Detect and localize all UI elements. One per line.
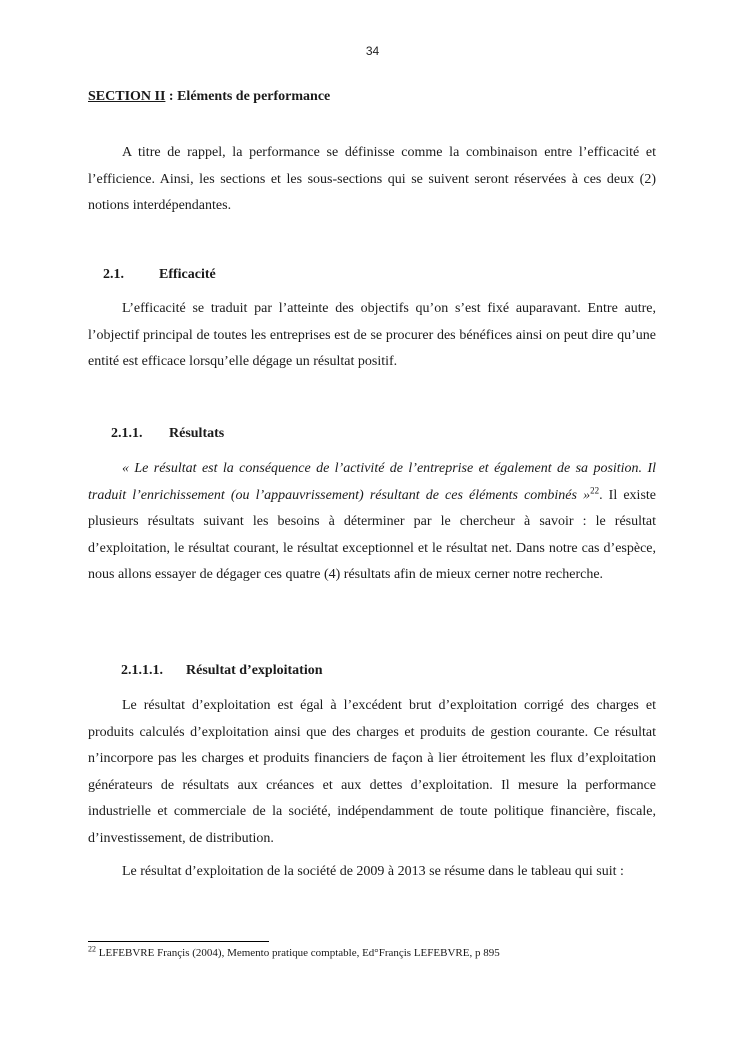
page-number: 34 <box>365 44 380 58</box>
exploitation-table-intro: Le résultat d’exploitation de la société de 2009 à 2013 se résume dans le tableau qui suit : <box>122 864 624 879</box>
resultats-paragraph <box>88 456 656 589</box>
footnote-separator <box>88 941 269 942</box>
intro-paragraph: A titre de rappel, la performance se définisse comme la combinaison entre l’efficacité et l’efficience. Ainsi, les sections et les sous-sections qui se suivent seront réservées à ces deux (2) notions interdépendantes. <box>88 145 656 213</box>
exploitation-paragraph: Le résultat d’exploitation est égal à l’excédent brut d’exploitation corrigé des charges et produits calculés d’exploitation ainsi que des charges et produits de gestion courante. Ce résultat n’incorpore pas les charges et produits financiers de façon à lier étroitement les flux d’exploitation générateurs de résultats aux créances et aux dettes d’exploitation. Il mesure la performance industrielle et commerciale de la société, indépendamment de toute politique financière, fiscale, d’investissement, de distribution. <box>88 698 656 846</box>
section-title <box>88 89 330 105</box>
footnote <box>88 944 500 959</box>
heading-2-1-title: Efficacité <box>159 267 216 282</box>
heading-2-1 <box>103 267 216 283</box>
section-separator: : <box>165 89 178 104</box>
heading-2-1-1-number: 2.1.1. <box>111 426 143 441</box>
footnote-number: 22 <box>88 944 96 954</box>
heading-2-1-1-1-number: 2.1.1.1. <box>121 663 163 678</box>
resultats-quote: « Le résultat est la conséquence de l’activité de l’entreprise et également de sa position. Il traduit l’enrichissement (ou l’appauvrissement) résultant de ces éléments combinés » <box>88 461 656 503</box>
efficacite-paragraph: L’efficacité se traduit par l’atteinte des objectifs qu’on s’est fixé auparavant. Entre autre, l’objectif principal de toutes les entreprises est de se procurer des bénéfices ainsi on peut dire qu’une entité est efficace lorsqu’elle dégage un résultat positif. <box>88 301 656 369</box>
heading-2-1-1-1-title: Résultat d’exploitation <box>186 663 323 678</box>
footnote-reference: 22 <box>590 484 600 495</box>
heading-2-1-1-title: Résultats <box>169 426 225 441</box>
section-name: Eléments de performance <box>177 89 331 104</box>
resultats-text: . Il existe plusieurs résultats suivant les besoins à déterminer par le chercheur à savoir : le résultat d’exploitation, le résultat courant, le résultat exceptionnel et le résultat net. Dans notre cas d’espèce, nous allons essayer de dégager ces quatre (4) résultats afin de mieux cerner notre recherche. <box>88 487 656 582</box>
footnote-text: LEFEBVRE Françis (2004), Memento pratique comptable, Ed°Françis LEFEBVRE, p 895 <box>96 947 500 959</box>
heading-2-1-1-1 <box>121 663 323 679</box>
heading-2-1-number: 2.1. <box>103 267 124 282</box>
heading-2-1-1 <box>111 426 224 442</box>
section-label: SECTION II <box>88 89 166 104</box>
